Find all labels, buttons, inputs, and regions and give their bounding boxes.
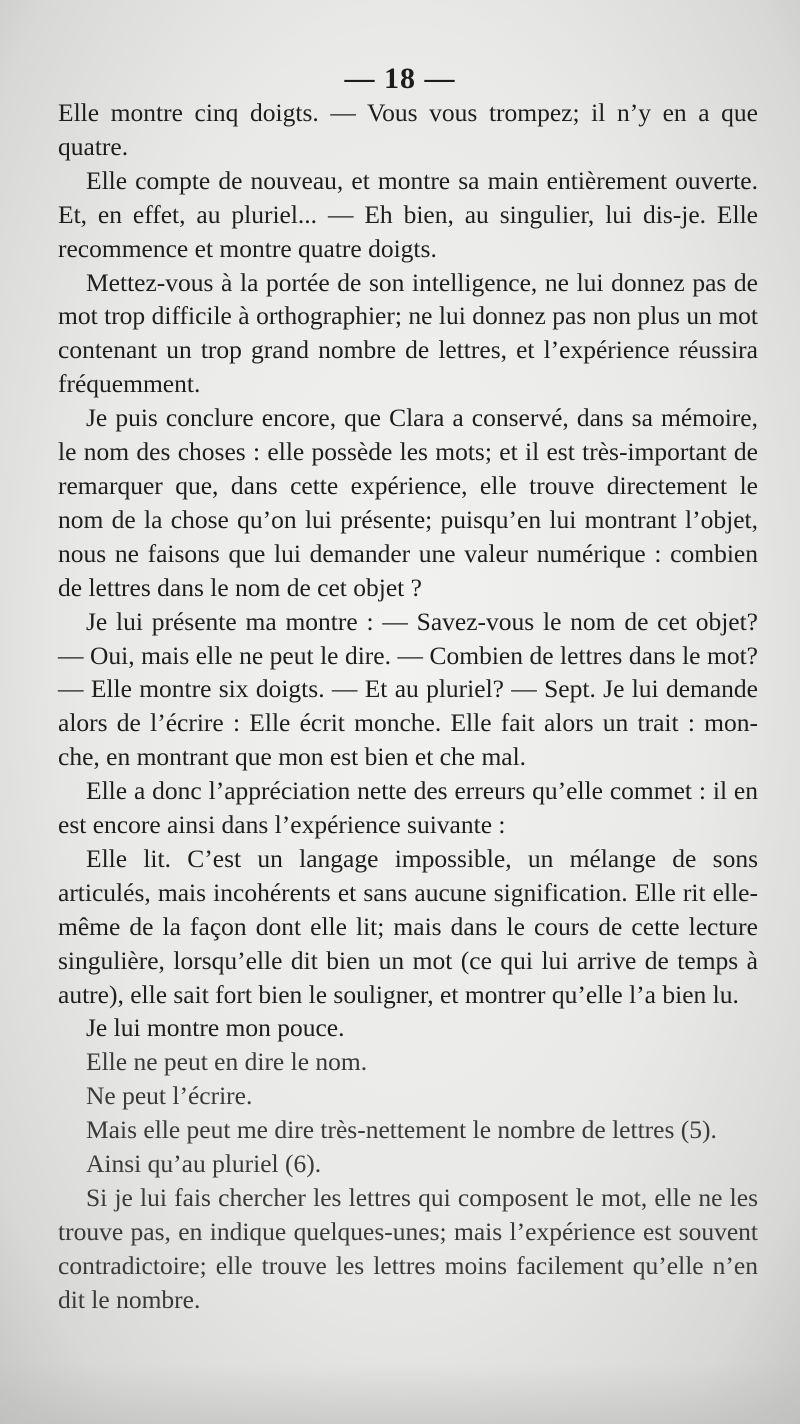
paragraph: Mettez-vous à la portée de son intelligence, ne lui donnez pas de mot trop difficile à orthographier; ne lui donnez pas non plus un mot contenant un trop grand nombre de lettres, et l’expérience réussira fréquemment. bbox=[58, 267, 758, 399]
page-number: — 18 — bbox=[344, 62, 456, 95]
paragraph: Je lui présente ma montre : — Savez-vous le nom de cet objet? — Oui, mais elle ne peut le dire. — Combien de lettres dans le mot? — Elle montre six doigts. — Et au pluriel? — Sept. Je lui demande alors de l’écrire : Elle écrit monche. Elle fait alors un trait : mon-che, en montrant que mon est bien et che mal. bbox=[58, 606, 758, 772]
paragraph: Elle a donc l’appréciation nette des erreurs qu’elle commet : il en est encore ainsi dans l’expérience suivante : bbox=[58, 776, 758, 840]
paragraph: Je puis conclure encore, que Clara a conservé, dans sa mémoire, le nom des choses : elle possède les mots; et il est très-important de remarquer que, dans cette expérience, elle trouve directement le nom de la chose qu’on lui présente; puisqu’en lui montrant l’objet, nous ne faisons que lui demander une valeur numérique : combien de lettres dans le nom de cet objet ? bbox=[58, 403, 758, 602]
paragraph: Je lui montre mon pouce. bbox=[86, 1013, 345, 1043]
paragraph: Elle montre cinq doigts. — Vous vous trompez; il n’y en a que quatre. bbox=[58, 98, 758, 161]
paragraph: Mais elle peut me dire très-nettement le nombre de lettres (5). bbox=[86, 1115, 717, 1145]
page-shadow bbox=[0, 1364, 800, 1424]
paragraph: Elle compte de nouveau, et montre sa main entièrement ouverte. Et, en effet, au pluriel... — Eh bien, au singulier, lui dis-je. Elle recommence et montre quatre doigts. bbox=[58, 165, 758, 263]
paragraph: Elle lit. C’est un langage impossible, un mélange de sons articulés, mais incohérents et sans aucune signification. Elle rit elle-même de la façon dont elle lit; mais dans le cours de cette lecture singulière, lorsqu’elle dit bien un mot (ce qui lui arrive de temps à autre), elle sait fort bien le souligner, et montrer qu’elle l’a bien lu. bbox=[58, 843, 758, 1009]
paragraph: Si je lui fais chercher les lettres qui composent le mot, elle ne les trouve pas, en indique quelques-unes; mais l’expérience est souvent contradictoire; elle trouve les lettres moins facilement qu’elle n’en dit le nombre. bbox=[58, 1183, 758, 1314]
paragraph: Ne peut l’écrire. bbox=[86, 1081, 253, 1111]
paragraph: Ainsi qu’au pluriel (6). bbox=[86, 1149, 322, 1179]
body-text bbox=[58, 96, 758, 1317]
paragraph: Elle ne peut en dire le nom. bbox=[86, 1047, 368, 1077]
